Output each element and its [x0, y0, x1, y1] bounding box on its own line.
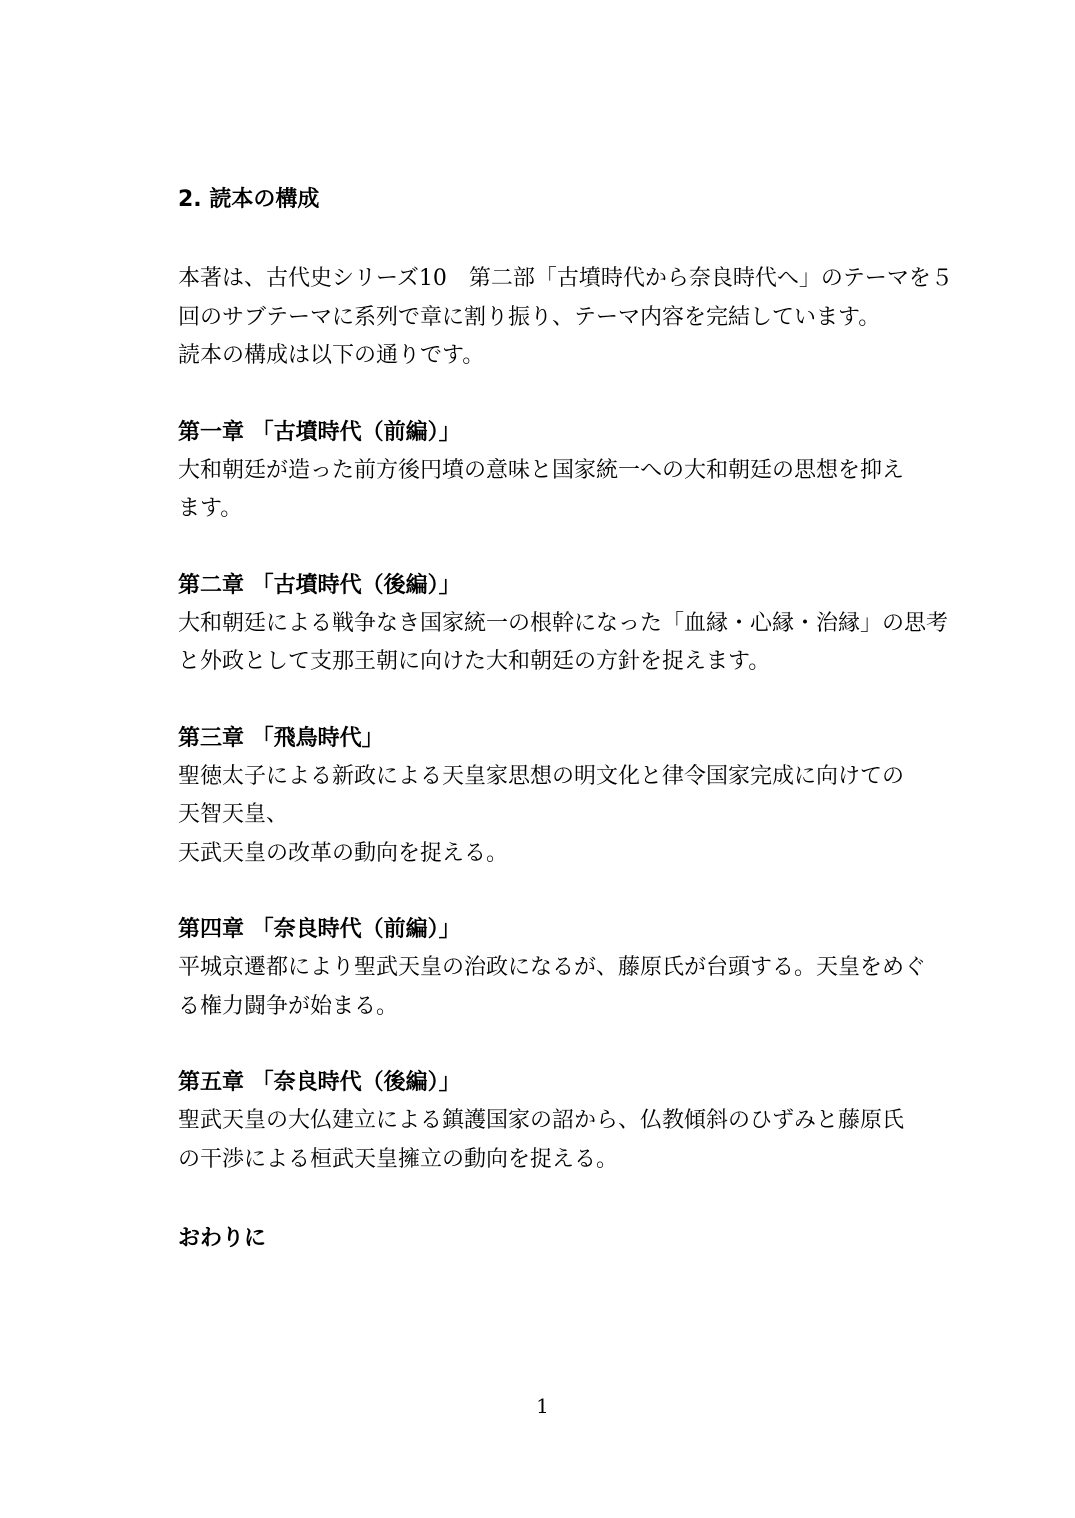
section-title: 2. 読本の構成 — [178, 187, 320, 212]
chapter-line: 聖武天皇の大仏建立による鎮護国家の詔から、仏教傾斜のひずみと藤原氏 — [178, 1108, 905, 1133]
chapter-line: と外政として支那王朝に向けた大和朝廷の方針を捉えます。 — [178, 649, 771, 674]
chapter-line: 天智天皇、 — [178, 802, 289, 827]
chapter-line: 天武天皇の改革の動向を捉える。 — [178, 840, 509, 866]
chapter-title: 第三章 「飛鳥時代」 — [178, 725, 384, 751]
chapter-line: 大和朝廷が造った前方後円墳の意味と国家統一への大和朝廷の思想を抑え — [178, 457, 905, 483]
chapter-title: 第四章 「奈良時代（前編）」 — [178, 917, 461, 942]
chapter-line: 平城京遷都により聖武天皇の治政になるが、藤原氏が台頭する。天皇をめぐ — [178, 955, 927, 980]
intro-line: 回のサブテーマに系列で章に割り振り、テーマ内容を完結しています。 — [178, 304, 881, 330]
intro-line: 本著は、古代史シリーズ10 第二部「古墳時代から奈良時代へ」のテーマを５ — [178, 266, 953, 291]
page-content — [178, 178, 990, 1261]
chapter-5 — [178, 1064, 990, 1179]
chapter-line: 大和朝廷による戦争なき国家統一の根幹になった「血縁・心縁・治縁」の思考 — [178, 610, 949, 636]
chapter-line: 聖徳太子による新政による天皇家思想の明文化と律令国家完成に向けての — [178, 763, 905, 789]
chapter-title: 第二章 「古墳時代（後編）」 — [178, 572, 461, 598]
chapter-line: の干渉による桓武天皇擁立の動向を捉える。 — [178, 1146, 619, 1172]
chapter-3 — [178, 720, 990, 874]
chapter-title: 第五章 「奈良時代（後編）」 — [178, 1070, 461, 1095]
chapter-title: 第一章 「古墳時代（前編）」 — [178, 419, 461, 445]
chapter-2 — [178, 567, 990, 682]
chapter-line: ます。 — [178, 496, 243, 521]
page-number: 1 — [536, 1394, 549, 1418]
chapter-1 — [178, 414, 990, 529]
chapter-line: る権力闘争が始まる。 — [178, 993, 399, 1019]
closing-section — [178, 1217, 990, 1261]
chapter-4 — [178, 911, 990, 1026]
intro-paragraph — [178, 260, 990, 376]
closing-title: おわりに — [178, 1226, 267, 1251]
intro-line: 読本の構成は以下の通りです。 — [178, 343, 485, 368]
